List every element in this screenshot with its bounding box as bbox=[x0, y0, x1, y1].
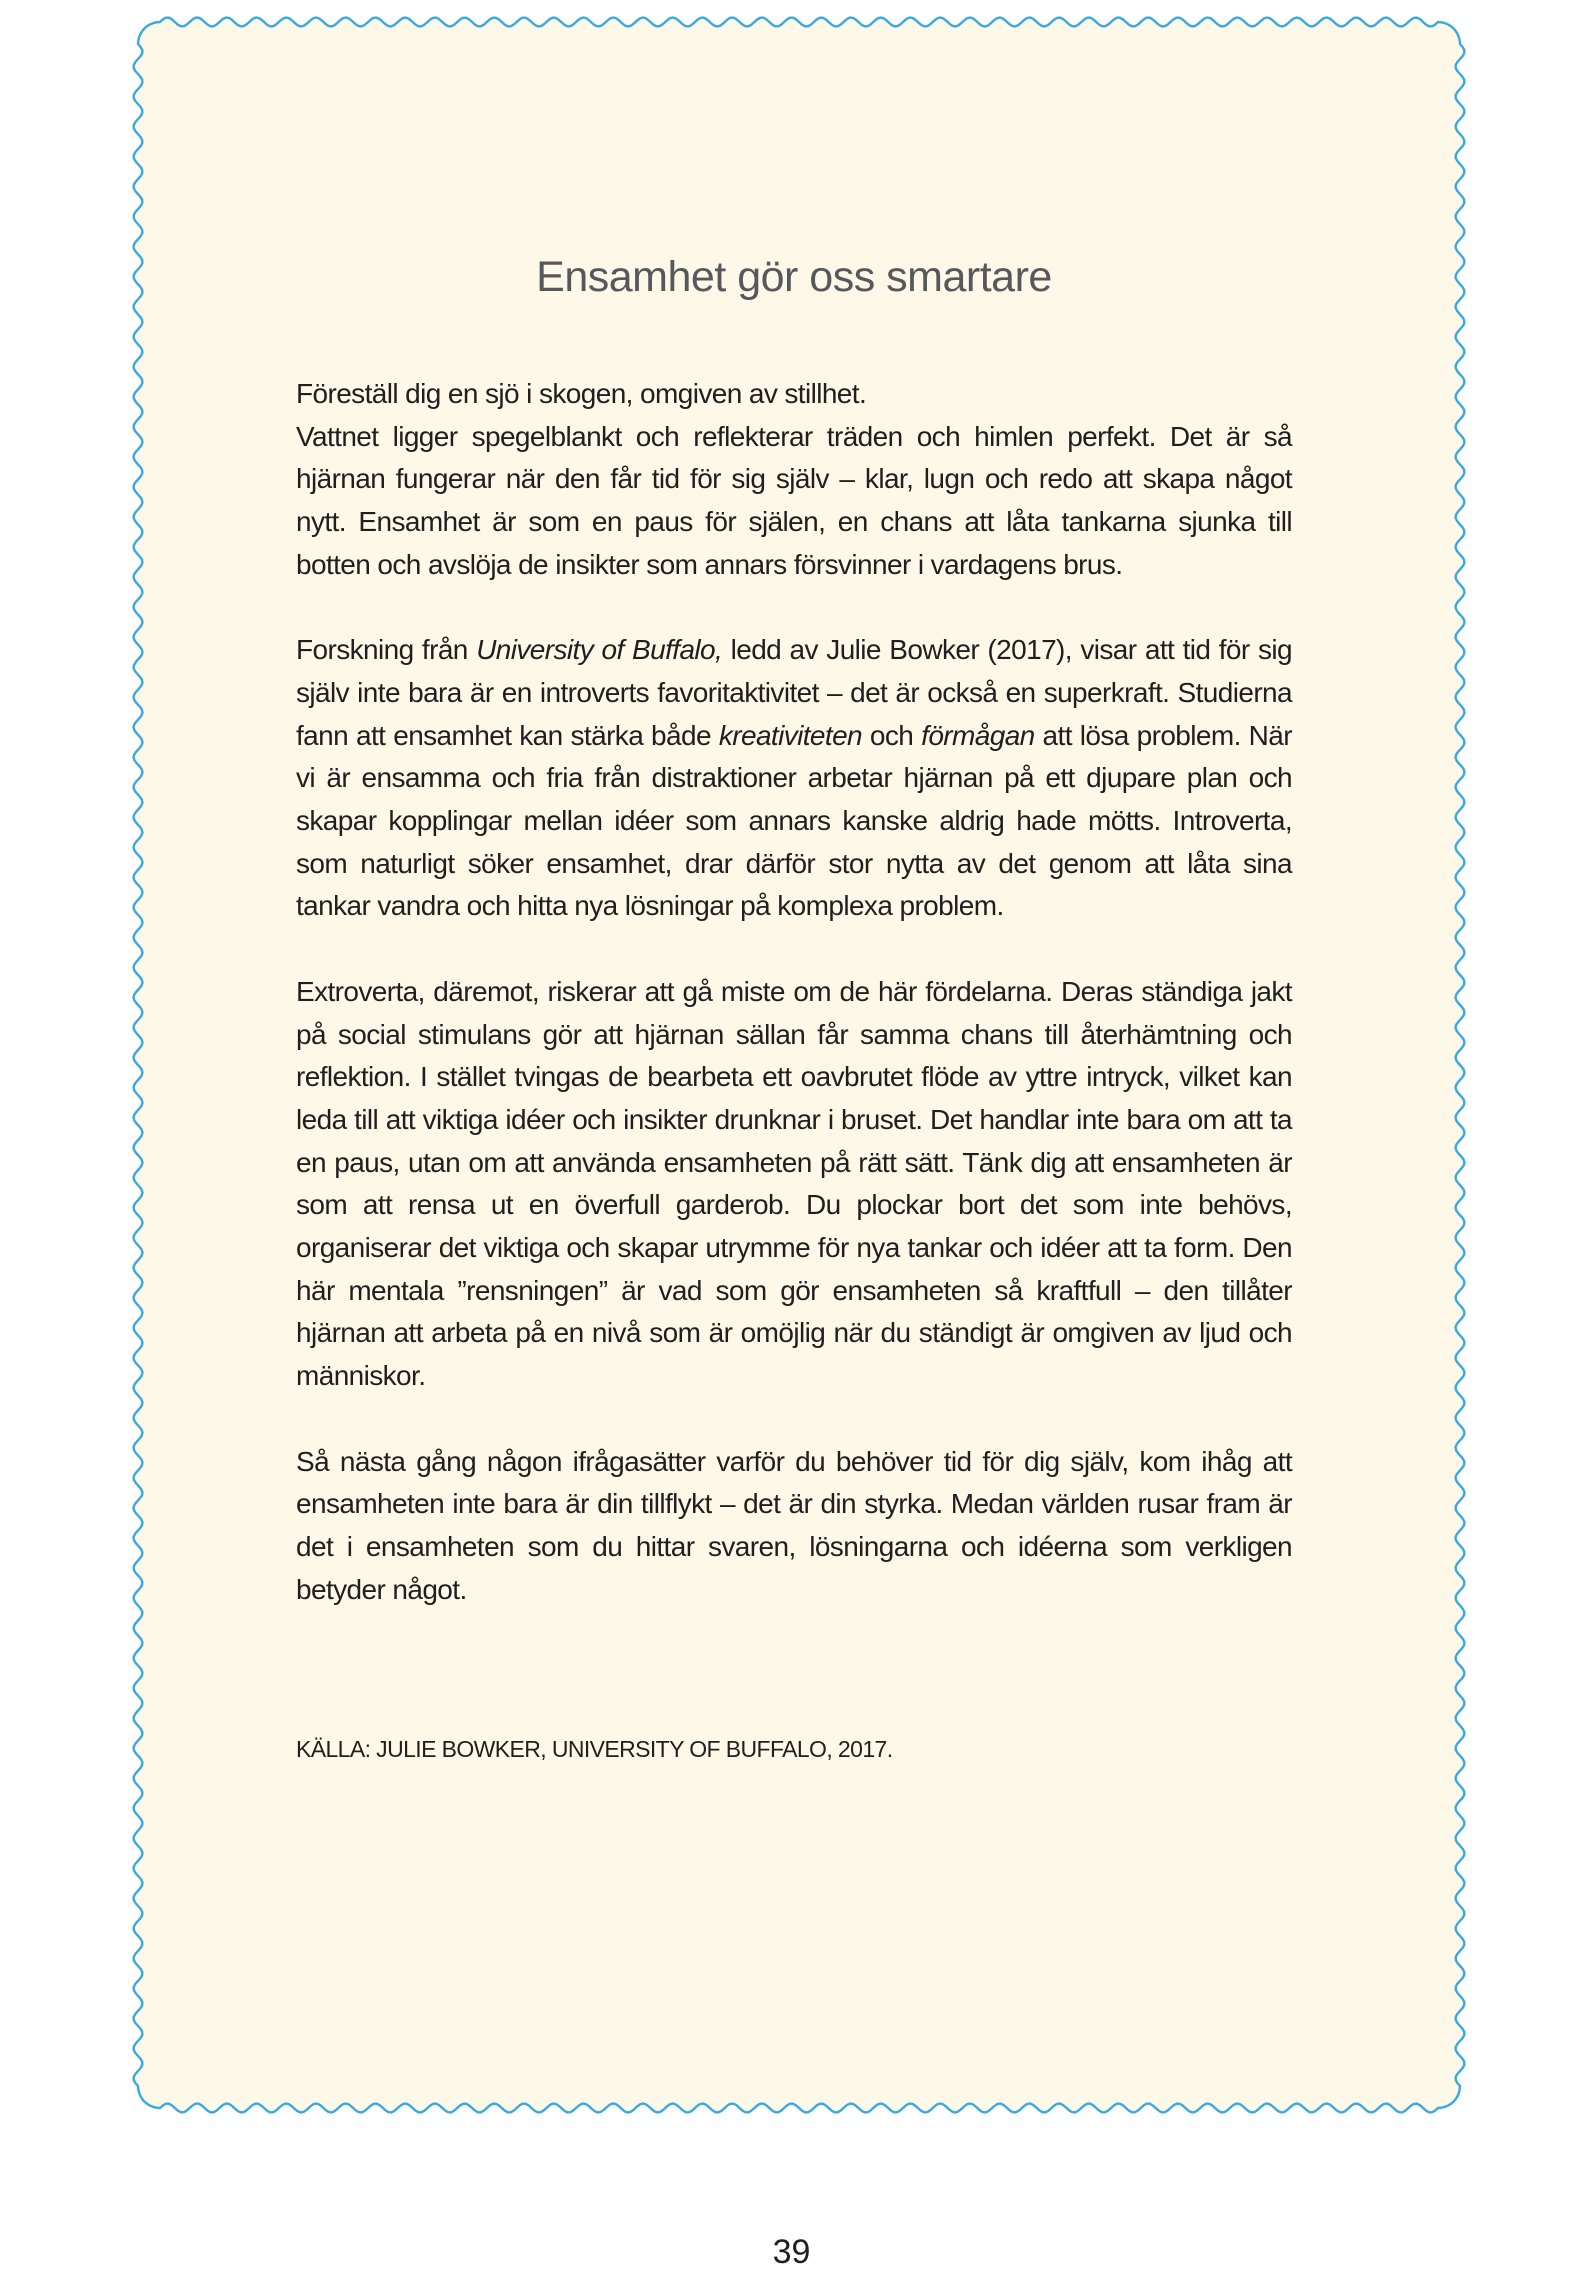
paragraph-2-italic-kreativiteten: kreativiteten bbox=[718, 719, 863, 751]
article-body bbox=[296, 373, 1292, 1654]
paragraph-2 bbox=[296, 629, 1292, 928]
paragraph-2-italic-formagan: förmågan bbox=[921, 719, 1035, 751]
paragraph-3: Extroverta, däremot, riskerar att gå miste om de här fördelarna. Deras ständiga jakt på social stimulans gör att hjärnan sällan får samma chans till återhämtning och reflektion. I stället tvingas de bearbeta ett oavbrutet flöde av yttre intryck, vilket kan leda till att viktiga idéer och insikter drunknar i bruset. Det handlar inte bara om att ta en paus, utan om att använda ensamheten på rätt sätt. Tänk dig att ensamheten är som att rensa ut en överfull garderob. Du plockar bort det som inte behövs, organiserar det viktiga och skapar utrymme för nya tankar och idéer att ta form. Den här mentala ”rensningen” är vad som gör ensamheten så kraftfull – den tillåter hjärnan att arbeta på en nivå som är omöjlig när du ständigt är omgiven av ljud och människor. bbox=[296, 975, 1292, 1392]
paragraph-2-text-a: Forskning från bbox=[296, 634, 477, 666]
paragraph-1 bbox=[296, 373, 1292, 587]
source-citation: KÄLLA: JULIE BOWKER, UNIVERSITY OF BUFFALO, 2017. bbox=[296, 1736, 893, 1762]
paragraph-2-text-b: ledd av Julie Bowker (2017), visar att tid för sig själv inte bara är en introverts favoritaktivitet – det är också en superkraft. Studierna fann att ensamhet kan stärka både bbox=[296, 634, 1293, 751]
paragraph-4: Så nästa gång någon ifrågasätter varför du behöver tid för dig själv, kom ihåg att ensamheten inte bara är din tillflykt – det är din styrka. Medan världen rusar fram är det i ensamheten som du hittar svaren, lösningarna och idéerna som verkligen betyder något. bbox=[296, 1445, 1292, 1605]
page-number: 39 bbox=[772, 2233, 811, 2271]
paragraph-2-text-c: och bbox=[862, 719, 922, 751]
paragraph-1-text: Vattnet ligger spegelblankt och reflekterar träden och himlen perfekt. Det är så hjärnan fungerar när den får tid för sig själv – klar, lugn och redo att skapa något nytt. Ensamhet är som en paus för själen, en chans att låta tankarna sjunka till botten och avslöja de insikter som annars försvinner i vardagens brus. bbox=[296, 420, 1292, 580]
paragraph-2-italic-university: University of Buffalo, bbox=[476, 634, 723, 666]
paragraph-1-intro: Föreställ dig en sjö i skogen, omgiven av stillhet. bbox=[296, 378, 867, 409]
paragraph-2-text-d: att lösa problem. När vi är ensamma och fria från distraktioner arbetar hjärnan på ett djupare plan och skapar kopplingar mellan idéer som annars kanske aldrig hade mötts. Introverta, som naturligt söker ensamhet, drar därför stor nytta av det genom att låta sina tankar vandra och hitta nya lösningar på komplexa problem. bbox=[296, 719, 1292, 922]
page-title: Ensamhet gör oss smartare bbox=[536, 253, 1052, 301]
